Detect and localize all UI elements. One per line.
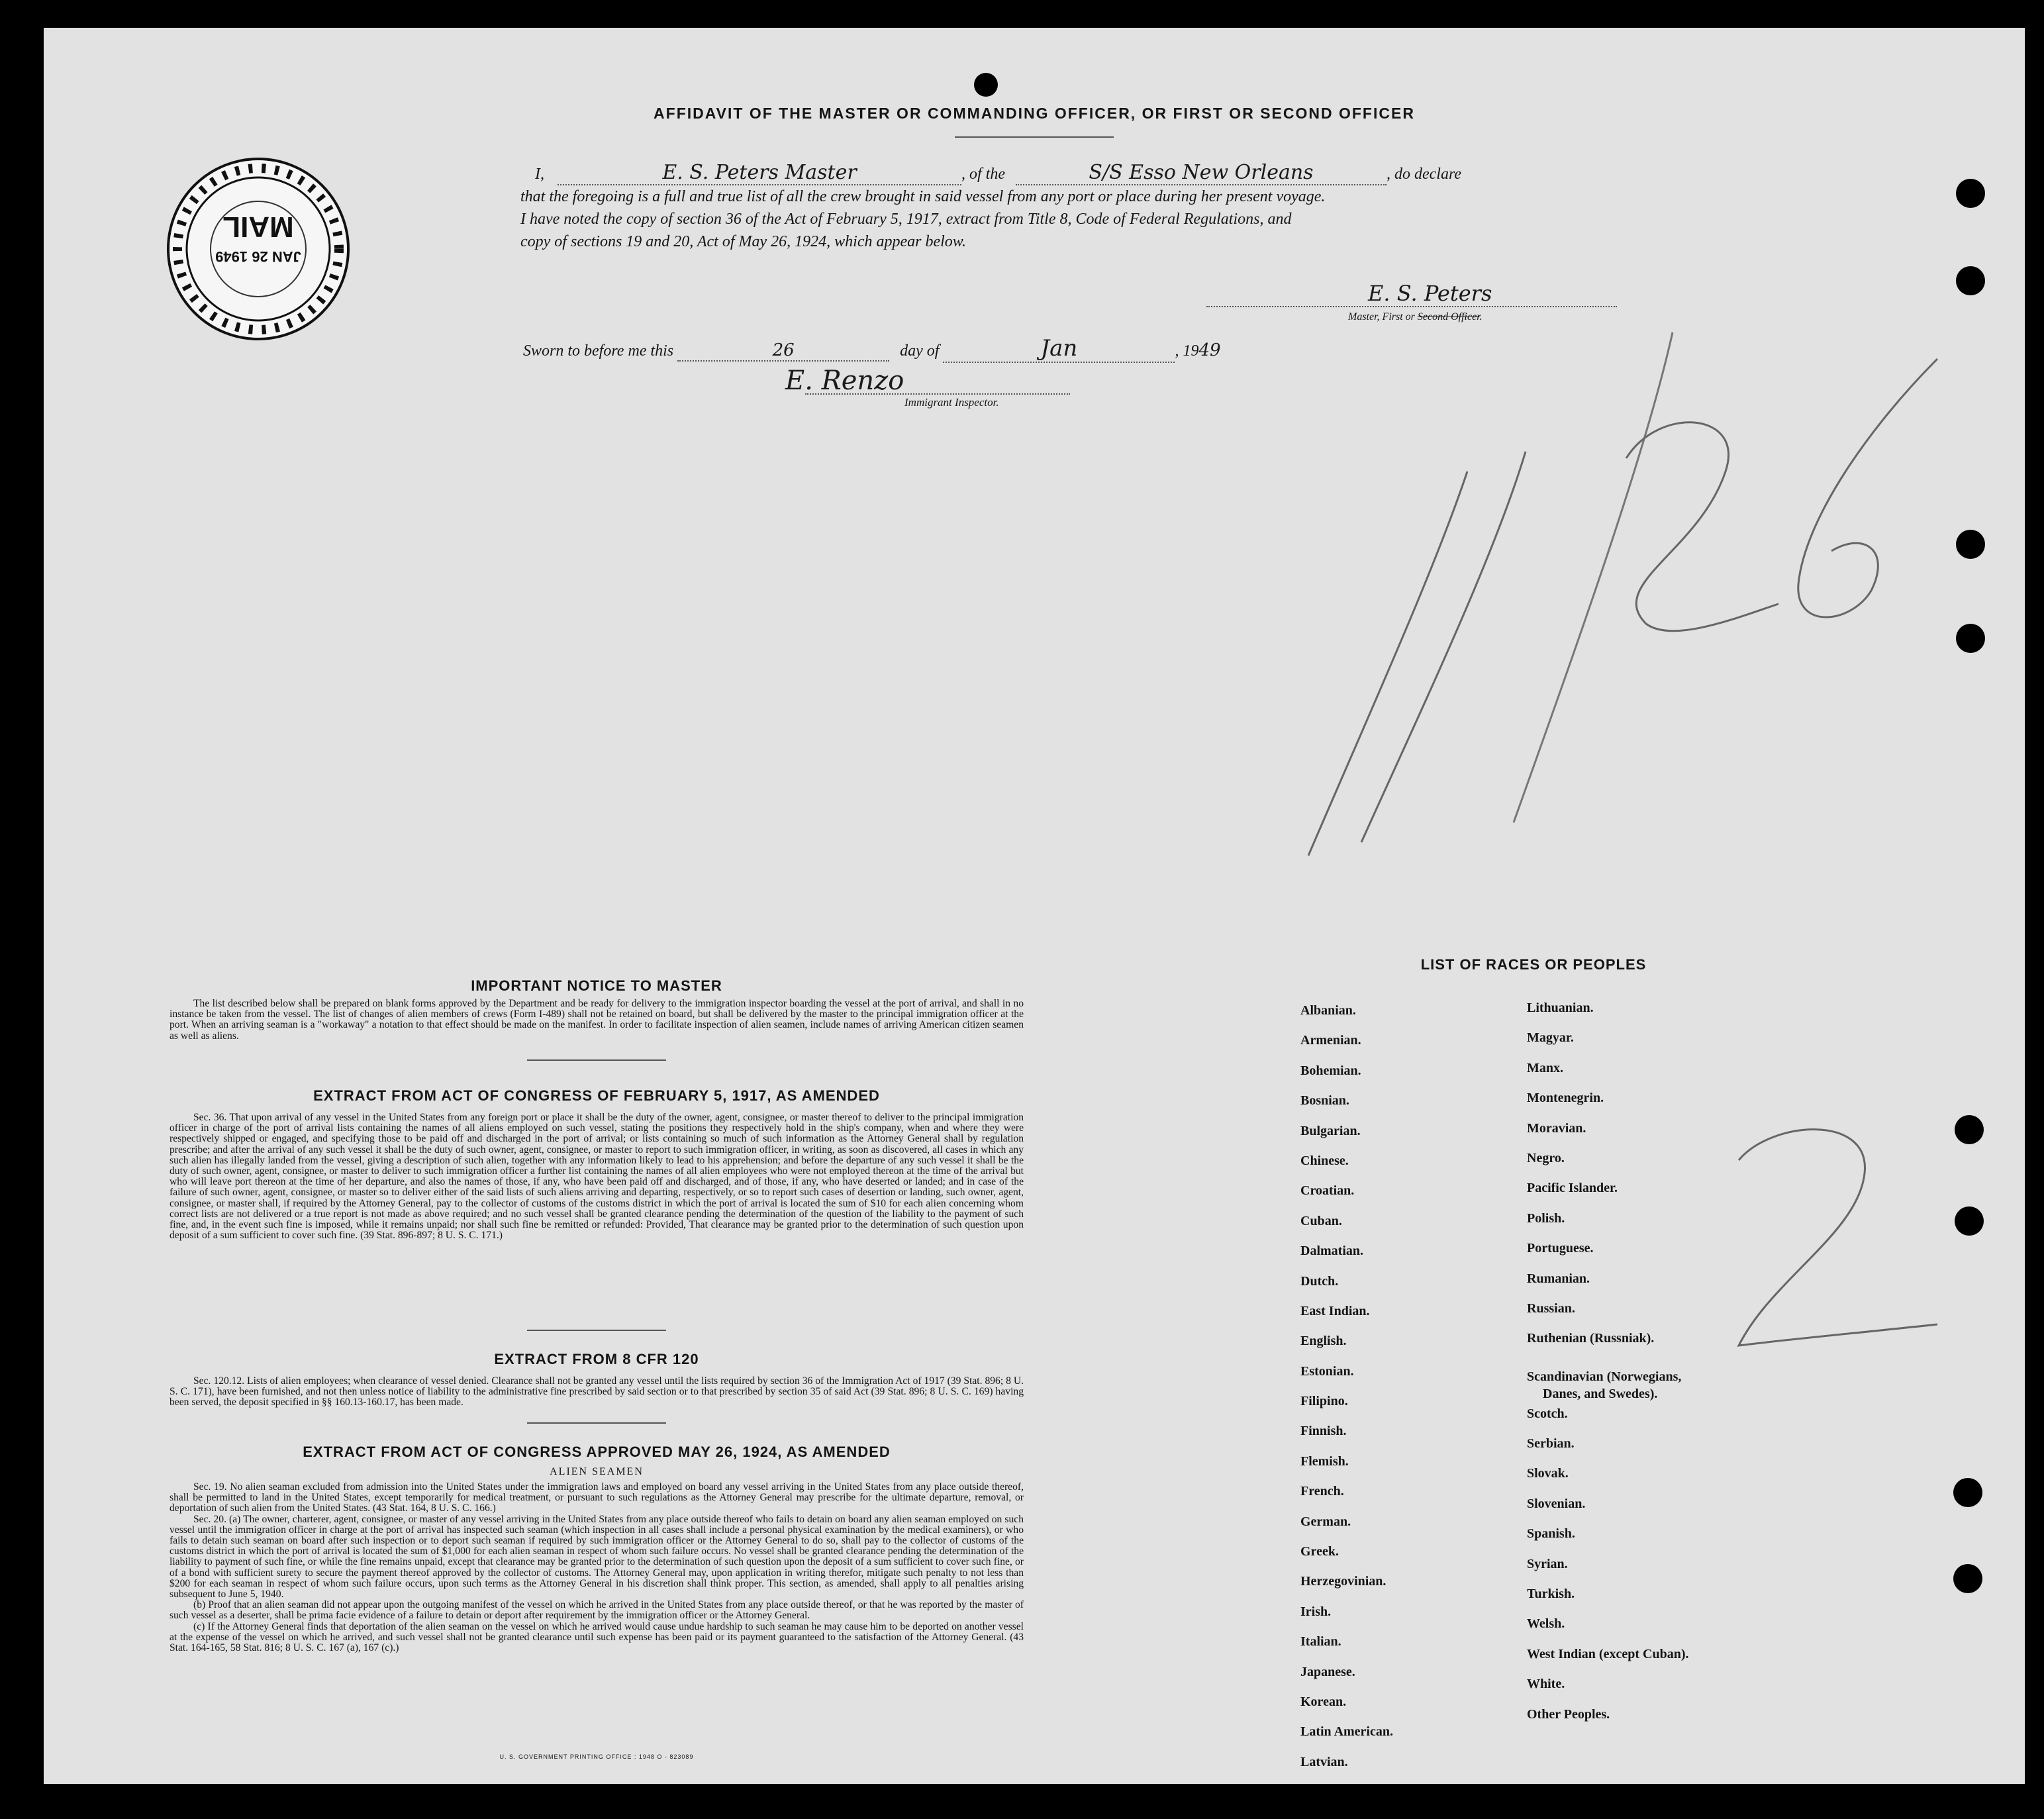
race-item: Manx. — [1527, 1060, 1563, 1075]
race-item: Latvian. — [1300, 1754, 1348, 1769]
race-item: Filipino. — [1300, 1394, 1348, 1409]
inspector-caption: Immigrant Inspector. — [904, 396, 999, 409]
extract-1924-sec20a: Sec. 20. (a) The owner, charterer, agent, consignee, or master of any vessel arriving in the United States from any place outside thereof who fails to detain on board any alien seaman employed on such vessel until the immigration officer in charge at the port of arrival has inspected such seaman (which inspection in all cases shall include a personal physical examination by the medical examiners), or who fails to detain such seaman on board after such inspection or to deport such seaman if required by such immigration officer or the Attorney General to do so, shall pay to the collector of customs of the customs district in which the port of arrival is located the sum of $1,000 for each alien seaman in respect of whom such failure occurs. No vessel shall be granted clearance pending the determination of the liability to payment of such fine, or while the fine remains unpaid, except that clearance may be granted prior to the determination of such question upon the deposit of a sum sufficient to cover such fine, or of a bond with sufficient surety to secure the payment thereof approved by the collector of customs. The Attorney General may, upon application in writing therefor, mitigate such penalty to not less than $200 for each seaman in respect of whom such failure occurs, upon such terms as the Attorney General in his discretion shall think proper. This section, as amended, shall apply to all penalties arising subsequent to June 5, 1940. — [170, 1513, 1024, 1600]
punch-hole — [1955, 1206, 1984, 1236]
race-item: Croatian. — [1300, 1183, 1355, 1199]
race-item: Syrian. — [1527, 1556, 1568, 1571]
sworn-day-field: 26 — [677, 340, 889, 362]
punch-hole — [1956, 266, 1985, 295]
important-notice-title: IMPORTANT NOTICE TO MASTER — [471, 977, 722, 994]
race-item: Lithuanian. — [1527, 1001, 1594, 1015]
punch-hole — [974, 73, 998, 97]
race-item: Pacific Islander. — [1527, 1181, 1618, 1196]
declaration-line-4: copy of sections 19 and 20, Act of May 26, 1924, which appear below. — [520, 233, 967, 250]
do-declare-label: , do declare — [1387, 166, 1462, 183]
race-item: Finnish. — [1300, 1424, 1347, 1439]
race-item: Bohemian. — [1300, 1063, 1361, 1078]
stamp-text: MAIL — [222, 211, 294, 243]
master-name-field: E. S. Peters Master — [558, 162, 961, 185]
mail-stamp — [164, 155, 352, 343]
declaration-line-1 — [520, 162, 1613, 185]
master-caption-end: . — [1479, 311, 1483, 322]
race-item: Scandinavian (Norwegians, — [1527, 1369, 1682, 1384]
form-page — [44, 28, 2025, 1784]
declaration — [520, 162, 1613, 253]
section-rule — [527, 1422, 666, 1424]
race-item: French. — [1300, 1484, 1344, 1499]
race-item: Latin American. — [1300, 1724, 1393, 1740]
inspector-signature: E. Renzo — [785, 366, 904, 396]
race-item: Turkish. — [1527, 1587, 1575, 1602]
important-notice-text: The list described below shall be prepared on blank forms approved by the Department and be ready for delivery to the immigration inspector boarding the vessel at the port of arrival, and shall in no instance be taken from the vessel. The list of changes of alien members of crews (Form I-489) shall not be retained on board, but shall be delivered by the master to the principal immigration officer at the port. When an arriving seaman is a "workaway" a notation to that effect should be made on the manifest. In order to facilitate inspection of alien seamen, include names of arriving American citizen seamen as well as aliens. — [170, 998, 1024, 1042]
year-prefix: , 19 — [1175, 342, 1199, 360]
day-of-label: day of — [900, 342, 940, 360]
section-rule — [527, 1059, 666, 1061]
race-item: Scotch. — [1527, 1406, 1568, 1421]
races-column-1 — [1300, 996, 1393, 1777]
punch-hole — [1953, 1478, 1982, 1507]
punch-hole — [1955, 1115, 1984, 1144]
race-item: Slovenian. — [1527, 1496, 1586, 1511]
sworn-label: Sworn to before me this — [523, 342, 674, 360]
sworn-month-field: Jan — [943, 335, 1175, 363]
extract-1917-body — [170, 1112, 1024, 1241]
race-item: Korean. — [1300, 1694, 1347, 1709]
extract-1924-sec20c: (c) If the Attorney General finds that deportation of the alien seaman on the vessel on which he arrived would cause undue hardship to such seaman he may cause him to be deported on another vessel at the expense of the vessel on which he arrived, and such vessel shall not be granted clearance until such expense has been paid or its payment guaranteed to the satisfaction of the Attorney General. (43 Stat. 164-165, 58 Stat. 816; 8 U. S. C. 167 (a), 167 (c).) — [170, 1620, 1024, 1654]
race-item: Welsh. — [1527, 1616, 1565, 1632]
i-label: I, — [535, 166, 544, 183]
race-item: White. — [1527, 1677, 1565, 1692]
extract-1917-text: Sec. 36. That upon arrival of any vessel in the United States from any foreign port or place it shall be the duty of the owner, agent, consignee, or master thereof to deliver to the principal immigration officer in charge of the port of arrival lists containing the names of all aliens employed on such vessel, stating the positions they respectively hold in the ship's company, when and where they were respectively shipped or engaged, and specifying those to be paid off and discharged in the port of arrival; or lists containing so much of such information as the Attorney General shall by regulation prescribe; and after the arrival of any such vessel it shall be the duty of such owner, agent, consignee, or master to report to such immigration officer, in writing, as soon as discovered, all cases in which any such alien has illegally landed from the vessel, giving a description of such alien, together with any information likely to lead to his apprehension; and before the departure of any such vessel it shall be the duty of such owner, agent, consignee, or master to deliver to such immigration officer a further list containing the names of all alien employees who were not employed thereon at the time of the arrival but who will leave port thereon at the time of her departure, and also the names of those, if any, who have been paid off and discharged, and of those, if any, who have deserted or landed; and in case of the failure of such owner, agent, consignee, or master so to deliver either of the said lists of such aliens arriving and departing, respectively, or so to report such cases of desertion or landing, such owner, agent, consignee, or master shall, if required by the Attorney General, pay to the collector of customs of the customs district in which the port of arrival is located the sum of $10 for each alien concerning whom correct lists are not delivered or a true report is not made as above required; and no such vessel shall be granted clearance pending the determination of the question of the liability to the payment of such fine, and, in the event such fine is imposed, while it remains unpaid; nor shall such fine be remitted or refunded: Provided, That clearance may be granted prior to the determination of such question upon deposit of a sum sufficient to cover such fine. (39 Stat. 896-897; 8 U. S. C. 171.) — [170, 1112, 1024, 1242]
inspector-signature-line — [805, 393, 1070, 395]
race-item: Rumanian. — [1527, 1271, 1590, 1286]
race-item: Irish. — [1300, 1604, 1332, 1619]
race-item: Moravian. — [1527, 1120, 1586, 1136]
sworn-line — [523, 335, 1221, 363]
stamp-date: JAN 26 1949 — [215, 248, 301, 265]
race-item: Estonian. — [1300, 1363, 1354, 1379]
vessel-name-field: S/S Esso New Orleans — [1016, 162, 1387, 185]
declaration-line-2: that the foregoing is a full and true list of all the crew brought in said vessel from any port or place during her present voyage. — [520, 188, 1326, 205]
extract-cfr-text: Sec. 120.12. Lists of alien employees; when clearance of vessel denied. Clearance shall not be granted any vessel until the lists required by section 36 of the Immigration Act of 1917 (39 Stat. 896; 8 U. S. C. 171), have been furnished, and not then unless notice of liability to the administrative fine prescribed by said section or to that prescribed by section 35 of said Act (39 Stat. 896; 8 U. S. C. 169) having been served, the deposit specified in §§ 160.13-160.17, has been made. — [170, 1375, 1024, 1408]
race-item: German. — [1300, 1514, 1351, 1529]
race-item: Cuban. — [1300, 1213, 1342, 1228]
race-item: Danes, and Swedes). — [1543, 1386, 1658, 1401]
punch-hole — [1953, 1564, 1982, 1593]
race-item: Spanish. — [1527, 1526, 1575, 1542]
extract-1924-title: EXTRACT FROM ACT OF CONGRESS APPROVED MAY 26, 1924, AS AMENDED — [303, 1444, 891, 1460]
extract-1917-title: EXTRACT FROM ACT OF CONGRESS OF FEBRUARY 5, 1917, AS AMENDED — [313, 1087, 880, 1104]
races-column-2 — [1527, 993, 1688, 1730]
race-item: Russian. — [1527, 1301, 1575, 1316]
punch-hole — [1956, 179, 1985, 208]
sworn-year-field: 49 — [1198, 340, 1221, 360]
extract-1924-subtitle: ALIEN SEAMEN — [550, 1466, 644, 1477]
master-signature: E. S. Peters — [1368, 281, 1492, 306]
affidavit-title: AFFIDAVIT OF THE MASTER OR COMMANDING OFFICER, OR FIRST OR SECOND OFFICER — [654, 105, 1415, 122]
extract-cfr-title: EXTRACT FROM 8 CFR 120 — [494, 1351, 699, 1367]
race-item: Bulgarian. — [1300, 1123, 1361, 1138]
printer-imprint: U. S. GOVERNMENT PRINTING OFFICE : 1948 O - 823089 — [499, 1753, 694, 1760]
race-item: Chinese. — [1300, 1153, 1349, 1168]
race-item: Armenian. — [1300, 1033, 1361, 1048]
title-rule — [955, 136, 1114, 138]
race-item: Greek. — [1300, 1544, 1339, 1559]
race-item: Bosnian. — [1300, 1093, 1349, 1108]
race-item: Flemish. — [1300, 1453, 1349, 1469]
master-signature-line — [1206, 306, 1617, 307]
important-notice-body — [170, 999, 1024, 1042]
race-item: English. — [1300, 1334, 1347, 1349]
race-item: West Indian (except Cuban). — [1527, 1646, 1689, 1661]
section-rule — [527, 1330, 666, 1331]
race-item: Polish. — [1527, 1210, 1565, 1226]
race-item: Negro. — [1527, 1150, 1565, 1165]
extract-1924-sec19: Sec. 19. No alien seaman excluded from admission into the United States under the immigration laws and employed on board any vessel arriving in the United States from any place outside thereof, shall be permitted to land in the United States, except temporarily for medical treatment, or pursuant to such regulations as the Attorney General may prescribe for the ultimate departure, removal, or deportation of such alien from the United States. (43 Stat. 164, 8 U. S. C. 166.) — [170, 1481, 1024, 1514]
race-item: Dutch. — [1300, 1273, 1339, 1289]
race-item: Portuguese. — [1527, 1241, 1594, 1256]
race-item: Magyar. — [1527, 1030, 1574, 1046]
races-title: LIST OF RACES OR PEOPLES — [1420, 956, 1647, 973]
race-item: Other Peoples. — [1527, 1706, 1610, 1722]
of-the-label: , of the — [961, 166, 1005, 183]
handwritten-date-mark — [1236, 319, 1964, 889]
race-item: Herzegovinian. — [1300, 1574, 1387, 1589]
race-item: Montenegrin. — [1527, 1091, 1604, 1106]
race-item: Serbian. — [1527, 1436, 1575, 1451]
race-item: East Indian. — [1300, 1303, 1370, 1318]
race-item: Dalmatian. — [1300, 1244, 1363, 1259]
race-item: Albanian. — [1300, 1003, 1356, 1018]
race-item: Ruthenian (Russniak). — [1527, 1331, 1655, 1346]
declaration-line-3: I have noted the copy of section 36 of the Act of February 5, 1917, extract from Title 8, Code of Federal Regulations, and — [520, 211, 1292, 228]
master-caption-struck: Second Officer — [1417, 311, 1480, 322]
handwritten-number-text — [44, 28, 47, 35]
handwritten-number-mark — [1692, 1114, 1957, 1379]
extract-cfr-body — [170, 1376, 1024, 1408]
race-item: Japanese. — [1300, 1664, 1355, 1679]
extract-1924-sec20b: (b) Proof that an alien seaman did not appear upon the outgoing manifest of the vessel on which he arrived in the United States from any place outside thereof, or that he was reported by the master of such vessel as a deserter, shall be prima facie evidence of a failure to detain or deport after requirement by the immigration officer or the Attorney General. — [170, 1599, 1024, 1622]
extract-1924-body — [170, 1482, 1024, 1653]
race-item: Italian. — [1300, 1634, 1341, 1649]
race-item: Slovak. — [1527, 1466, 1569, 1481]
stamp-seal-icon — [164, 155, 352, 343]
master-caption-text: Master, First or — [1348, 311, 1418, 322]
